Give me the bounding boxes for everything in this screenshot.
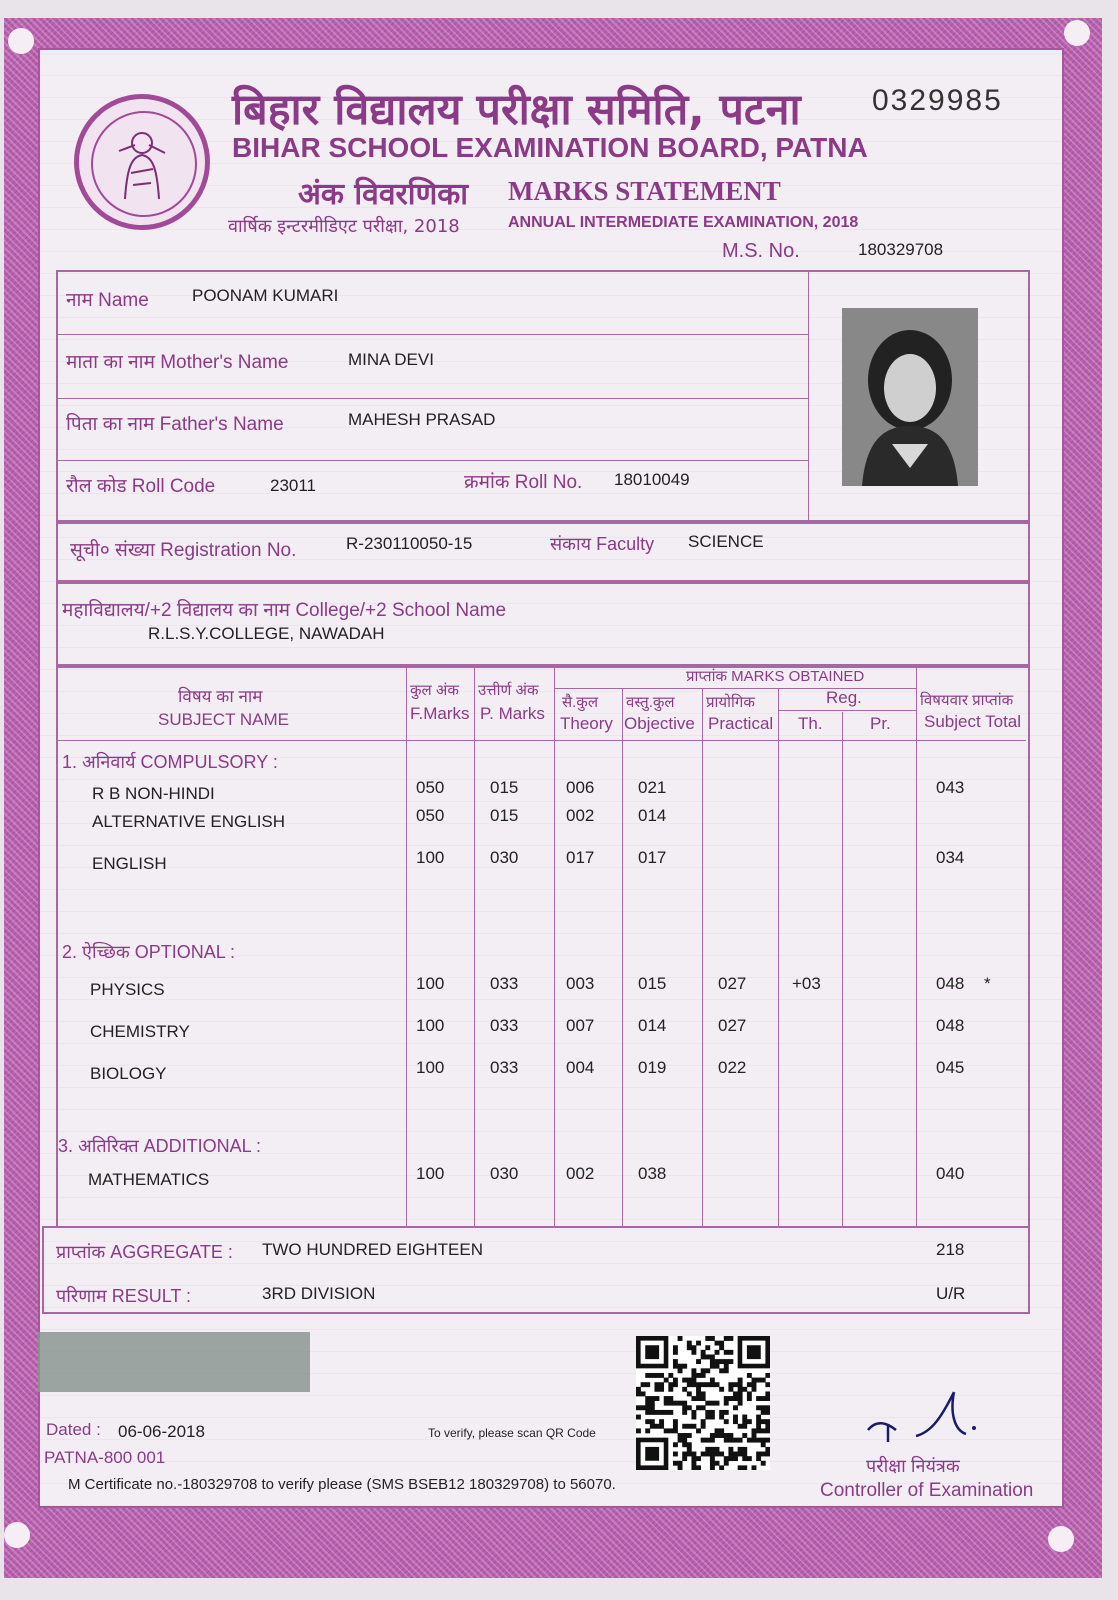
marks-cell-p: 015 xyxy=(490,806,519,825)
marks-cell-objective: 017 xyxy=(638,848,667,867)
marks-cell-practical: 027 xyxy=(718,1016,747,1035)
marks-cell-objective: 014 xyxy=(638,806,667,825)
objective-header: Objective xyxy=(624,714,695,733)
marks-cell-objective: 038 xyxy=(638,1164,667,1183)
issue-place: PATNA-800 001 xyxy=(44,1448,166,1467)
practical-header-hindi: प्रायोगिक xyxy=(706,694,755,711)
faculty-label: संकाय Faculty xyxy=(550,534,655,554)
marks-cell-theory: 017 xyxy=(566,848,595,867)
controller-title: Controller of Examination xyxy=(820,1480,1034,1501)
pmarks-header-hindi: उत्तीर्ण अंक xyxy=(478,682,539,699)
issue-date: 06-06-2018 xyxy=(118,1422,205,1441)
certificate-note: M Certificate no.-180329708 to verify please (SMS BSEB12 180329708) to 56070. xyxy=(68,1476,616,1493)
marks-cell-total: 045 xyxy=(936,1058,965,1077)
verification-qr-code[interactable] xyxy=(636,1336,770,1470)
marks-obtained-header: प्राप्तांक MARKS OBTAINED xyxy=(686,668,865,685)
controller-signature xyxy=(862,1386,982,1446)
roll-code: 23011 xyxy=(270,476,317,495)
ms-no-value: 180329708 xyxy=(858,240,944,259)
marks-cell-p: 030 xyxy=(490,1164,519,1183)
subject-name: ALTERNATIVE ENGLISH xyxy=(92,812,286,831)
aggregate-label: प्राप्तांक AGGREGATE : xyxy=(56,1242,233,1262)
father-name: MAHESH PRASAD xyxy=(348,410,496,429)
board-title-hindi: बिहार विद्यालय परीक्षा समिति, पटना xyxy=(232,85,801,135)
student-photo xyxy=(842,308,978,486)
roll-code-label: रौल कोड Roll Code xyxy=(66,476,216,497)
marks-cell-th: +03 xyxy=(792,974,821,993)
marks-cell-objective: 014 xyxy=(638,1016,667,1035)
marks-cell-f: 100 xyxy=(416,974,445,993)
fmarks-header-hindi: कुल अंक xyxy=(410,682,459,699)
marks-cell-practical: 027 xyxy=(718,974,747,993)
subject-name: PHYSICS xyxy=(90,980,165,999)
mother-name-label: माता का नाम Mother's Name xyxy=(66,352,289,373)
statement-title-hindi: अंक विवरणिका xyxy=(298,177,469,212)
marks-cell-p: 033 xyxy=(490,1016,519,1035)
college-name: R.L.S.Y.COLLEGE, NAWADAH xyxy=(148,624,385,643)
pr-header: Pr. xyxy=(870,714,891,733)
statement-title-english: MARKS STATEMENT xyxy=(508,176,781,206)
marks-cell-f: 100 xyxy=(416,1016,445,1035)
fmarks-header: F.Marks xyxy=(410,704,470,723)
subject-name: BIOLOGY xyxy=(90,1064,167,1083)
marks-cell-total: 040 xyxy=(936,1164,965,1183)
exam-title-hindi: वार्षिक इन्टरमीडिएट परीक्षा, 2018 xyxy=(228,216,460,237)
marks-cell-objective: 021 xyxy=(638,778,667,797)
reg-header: Reg. xyxy=(826,688,862,707)
marks-cell-objective: 015 xyxy=(638,974,667,993)
board-seal-logo xyxy=(74,94,210,230)
result-value: 3RD DIVISION xyxy=(262,1284,376,1303)
marks-cell-objective: 019 xyxy=(638,1058,667,1077)
optional-section-label: 2. ऐच्छिक OPTIONAL : xyxy=(62,942,236,962)
faculty: SCIENCE xyxy=(688,532,764,551)
redacted-block xyxy=(38,1332,310,1392)
marks-cell-total: 048 xyxy=(936,974,965,993)
marks-cell-f: 100 xyxy=(416,848,445,867)
practical-header: Practical xyxy=(708,714,774,733)
aggregate-value: 218 xyxy=(936,1240,965,1259)
serial-number: 0329985 xyxy=(872,84,1003,117)
corner-ornament xyxy=(4,1522,30,1548)
additional-section-label: 3. अतिरिक्त ADDITIONAL : xyxy=(58,1136,261,1156)
controller-title-hindi: परीक्षा नियंत्रक xyxy=(866,1456,960,1476)
marks-cell-theory: 003 xyxy=(566,974,595,993)
marks-cell-theory: 004 xyxy=(566,1058,595,1077)
student-name: POONAM KUMARI xyxy=(192,286,339,305)
subject-name: ENGLISH xyxy=(92,854,167,873)
marks-cell-p: 030 xyxy=(490,848,519,867)
roll-no-label: क्रमांक Roll No. xyxy=(464,472,583,493)
theory-header: Theory xyxy=(560,714,613,733)
subject-total-header-hindi: विषयवार प्राप्तांक xyxy=(920,692,1014,709)
marks-cell-total: 048 xyxy=(936,1016,965,1035)
marks-cell-practical: 022 xyxy=(718,1058,747,1077)
subject-total-header: Subject Total xyxy=(924,712,1022,731)
marks-cell-f: 100 xyxy=(416,1164,445,1183)
college-label: महाविद्यालय/+2 विद्यालय का नाम College/+2 School Name xyxy=(62,600,507,621)
objective-header-hindi: वस्तु.कुल xyxy=(626,694,675,711)
aggregate-words: TWO HUNDRED EIGHTEEN xyxy=(262,1240,483,1259)
marks-cell-theory: 002 xyxy=(566,1164,595,1183)
registration-no: R-230110050-15 xyxy=(346,534,473,553)
marks-cell-theory: 006 xyxy=(566,778,595,797)
roll-no: 18010049 xyxy=(614,470,690,489)
qr-verify-text: To verify, please scan QR Code xyxy=(428,1426,596,1440)
subject-name: MATHEMATICS xyxy=(88,1170,210,1189)
registration-label: सूची० संख्या Registration No. xyxy=(70,540,297,561)
result-code: U/R xyxy=(936,1284,966,1303)
ms-no-label: M.S. No. xyxy=(722,240,800,262)
compulsory-section-label: 1. अनिवार्य COMPULSORY : xyxy=(62,752,278,772)
marks-cell-theory: 007 xyxy=(566,1016,595,1035)
marks-cell-p: 033 xyxy=(490,974,519,993)
subject-name: CHEMISTRY xyxy=(90,1022,190,1041)
subject-name: R B NON-HINDI xyxy=(92,784,215,803)
theory-header-hindi: सै.कुल xyxy=(562,694,598,711)
marks-cell-f: 050 xyxy=(416,806,445,825)
exam-title-english: ANNUAL INTERMEDIATE EXAMINATION, 2018 xyxy=(508,214,859,231)
result-label: परिणाम RESULT : xyxy=(56,1286,192,1306)
marks-cell-mark: * xyxy=(984,974,991,993)
corner-ornament xyxy=(1064,20,1090,46)
marks-cell-p: 033 xyxy=(490,1058,519,1077)
marks-cell-theory: 002 xyxy=(566,806,595,825)
marks-cell-f: 100 xyxy=(416,1058,445,1077)
subject-header-hindi: विषय का नाम xyxy=(178,687,263,706)
marks-cell-p: 015 xyxy=(490,778,519,797)
corner-ornament xyxy=(1048,1526,1074,1552)
name-label: नाम Name xyxy=(66,290,149,311)
father-name-label: पिता का नाम Father's Name xyxy=(66,414,284,435)
marks-cell-f: 050 xyxy=(416,778,445,797)
marks-cell-total: 043 xyxy=(936,778,965,797)
subject-header: SUBJECT NAME xyxy=(158,710,289,729)
dated-label: Dated : xyxy=(46,1420,101,1439)
board-title-english: BIHAR SCHOOL EXAMINATION BOARD, PATNA xyxy=(232,132,868,163)
th-header: Th. xyxy=(798,714,823,733)
pmarks-header: P. Marks xyxy=(480,704,545,723)
corner-ornament xyxy=(8,28,34,54)
mother-name: MINA DEVI xyxy=(348,350,434,369)
marks-cell-total: 034 xyxy=(936,848,965,867)
